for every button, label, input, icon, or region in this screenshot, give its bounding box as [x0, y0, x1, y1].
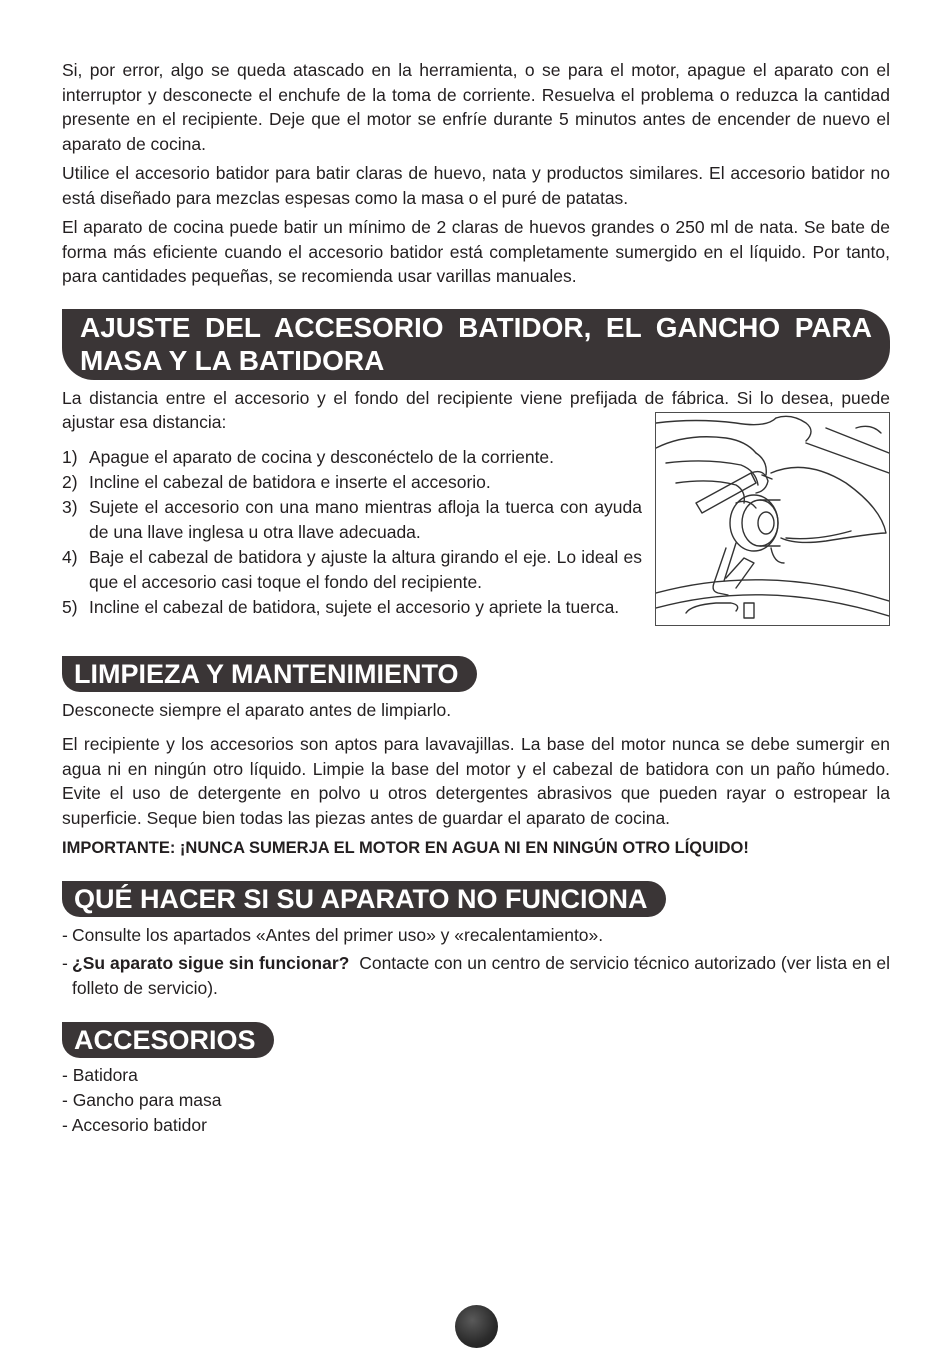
adjust-steps-list [62, 445, 642, 620]
adjustment-illustration [655, 412, 890, 626]
step-number: 4) [62, 546, 78, 567]
step-item [62, 595, 642, 620]
cleaning-section [62, 698, 890, 861]
step-item [62, 495, 642, 545]
list-item: - Batidora [62, 1065, 138, 1085]
important-warning: IMPORTANTE: ¡NUNCA SUMERJA EL MOTOR EN AGUA NI EN NINGÚN OTRO LÍQUIDO! [62, 839, 749, 857]
step-number: 3) [62, 496, 78, 517]
step-text: Apague el aparato de cocina y desconéctelo de la corriente. [89, 446, 555, 467]
wrench-and-attachment-drawing [656, 413, 889, 625]
step-text: Incline el cabezal de batidora, sujete el accesorio y apriete la tuerca. [89, 596, 620, 617]
section-heading-adjust: AJUSTE DEL ACCESORIO BATIDOR, EL GANCHO PARA MASA Y LA BATIDORA [62, 309, 890, 380]
accessories-list [62, 1063, 890, 1138]
intro-paragraph-1: Si, por error, algo se queda atascado en la herramienta, o se para el motor, apague el aparato con el interruptor y desconecte el enchufe de la toma de corriente. Resuelva el problema o reduzca la cantidad presente en el recipiente. Deje que el motor se enfríe durante 5 minutos antes de encender de nuevo el aparato de cocina. [62, 60, 890, 154]
adjust-section [62, 386, 890, 620]
step-text: Sujete el accesorio con una mano mientras afloja la tuerca con ayuda de una llave inglesa u otra llave adecuada. [89, 496, 642, 542]
intro-paragraph-3: El aparato de cocina puede batir un mínimo de 2 claras de huevos grandes o 250 ml de nata. Se bate de forma más eficiente cuando el accesorio batidor está completamente sumergido en el líquido. Por tanto, para cantidades pequeñas, se recomienda usar varillas manuales. [62, 217, 890, 286]
list-item: - Accesorio batidor [62, 1115, 207, 1135]
list-item: - Gancho para masa [62, 1090, 222, 1110]
adjust-intro: La distancia entre el accesorio y el fondo del recipiente viene prefijada de fábrica. Si lo desea, puede ajustar esa distancia: [62, 387, 890, 432]
list-item-text: Contacte con un centro de servicio técnico autorizado (ver lista en el folleto de servicio). [72, 953, 895, 998]
section-heading-accessories: ACCESORIOS [62, 1022, 274, 1058]
step-item [62, 545, 642, 595]
page-number-dot [455, 1305, 498, 1348]
list-item [62, 951, 895, 1000]
list-item-emphasis: ¿Su aparato sigue sin funcionar? [72, 953, 350, 973]
cleaning-paragraph-2: El recipiente y los accesorios son aptos para lavavajillas. La base del motor nunca se debe sumergir en agua ni en ningún otro líquido. Limpie la base del motor y el cabezal de batidora con un paño húmedo. Evite el uso de detergente en polvo u otros detergentes abrasivos que pueden rayar o estropear la superficie. Seque bien todas las piezas antes de guardar el aparato de cocina. [62, 734, 890, 828]
cleaning-paragraph-1: Desconecte siempre el aparato antes de limpiarlo. [62, 699, 452, 720]
troubleshoot-list [62, 923, 895, 1001]
section-heading-cleaning: LIMPIEZA Y MANTENIMIENTO [62, 656, 477, 692]
section-heading-troubleshoot: QUÉ HACER SI SU APARATO NO FUNCIONA [62, 881, 666, 917]
step-text: Incline el cabezal de batidora e inserte el accesorio. [89, 471, 491, 492]
dash-marker: - [62, 953, 68, 973]
list-item [62, 923, 890, 948]
step-number: 2) [62, 471, 78, 492]
intro-paragraph-2: Utilice el accesorio batidor para batir claras de huevo, nata y productos similares. El accesorio batidor no está diseñado para mezclas espesas como la masa o el puré de patatas. [62, 163, 890, 208]
step-number: 5) [62, 596, 78, 617]
step-item [62, 445, 642, 470]
step-text: Baje el cabezal de batidora y ajuste la altura girando el eje. Lo ideal es que el accesorio casi toque el fondo del recipiente. [89, 546, 642, 592]
step-number: 1) [62, 446, 78, 467]
step-item [62, 470, 642, 495]
dash-marker: - [62, 924, 68, 945]
intro-section [62, 58, 890, 289]
list-item-text: Consulte los apartados «Antes del primer uso» y «recalentamiento». [72, 924, 604, 945]
page-content [62, 58, 895, 1138]
